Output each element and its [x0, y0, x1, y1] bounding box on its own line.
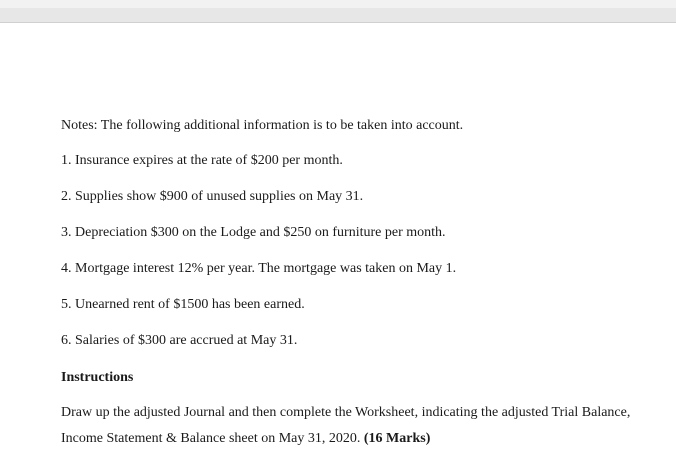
note-item-6: 6. Salaries of $300 are accrued at May 31.: [61, 333, 298, 348]
instructions-line-1: Draw up the adjusted Journal and then complete the Worksheet, indicating the adjusted Trial Balance,: [61, 405, 631, 420]
top-toolbar-strip: [0, 0, 676, 23]
top-toolbar-highlight: [0, 0, 676, 8]
note-item-4: 4. Mortgage interest 12% per year. The mortgage was taken on May 1.: [61, 261, 457, 276]
notes-heading: Notes: The following additional information is to be taken into account.: [61, 118, 464, 133]
note-item-3: 3. Depreciation $300 on the Lodge and $250 on furniture per month.: [61, 225, 446, 240]
marks-label: (16 Marks): [363, 431, 431, 446]
note-item-1: 1. Insurance expires at the rate of $200 per month.: [61, 153, 343, 168]
instructions-heading: Instructions: [61, 370, 134, 385]
note-item-2: 2. Supplies show $900 of unused supplies on May 31.: [61, 189, 364, 204]
instructions-line-2: [61, 430, 430, 448]
note-item-5: 5. Unearned rent of $1500 has been earned.: [61, 297, 305, 312]
instructions-text: Income Statement & Balance sheet on May 31, 2020.: [61, 431, 361, 446]
